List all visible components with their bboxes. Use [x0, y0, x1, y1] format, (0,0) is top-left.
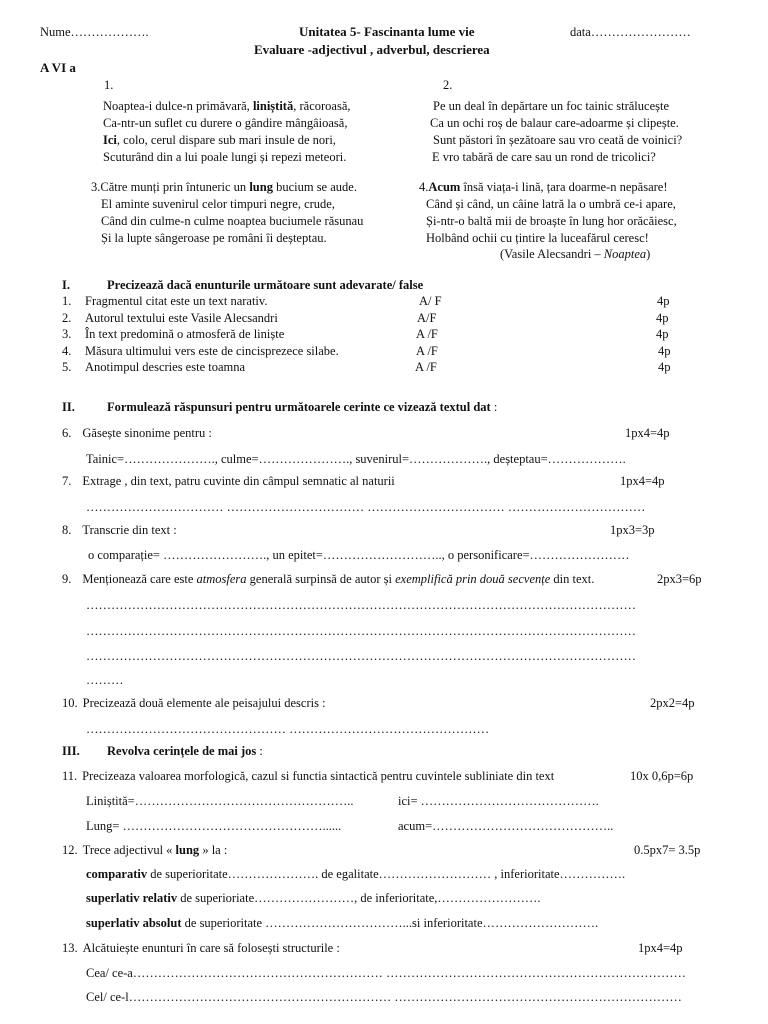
answer-line: ……………………………………………………………………………………………………………………	[86, 624, 636, 638]
poem-line: Când din culme-n culme noaptea buciumele răsunau	[101, 214, 364, 228]
list-item: 2. Autorul textului este Vasile Alecsandri A/F 4p	[62, 311, 669, 325]
section-2-title: Formulează răspunsuri pentru următoarele cerinte ce vizează textul dat :	[107, 400, 498, 414]
question-11: 11. Precizeaza valoarea morfologică, cazul si functia sintactică pentru cuvintele subliniate din text	[62, 769, 555, 783]
question-10-points: 2px2=4p	[650, 696, 695, 710]
answer-line: ici= …………………………………….	[398, 794, 599, 808]
poem-line: Sunt păstori în șezătoare sau vro ceată de voinici?	[433, 133, 683, 147]
answer-line: ……………………………………………………………………………………………………………………	[86, 649, 636, 663]
name-field: Nume……………….	[40, 25, 149, 39]
list-item: 5. Anotimpul descries este toamna A /F 4p	[62, 360, 671, 374]
question-8-answer: o comparație= ……………………., un epitet=……………………….., o personificare=……………………	[88, 548, 630, 562]
poem-line: Noaptea-i dulce-n primăvară, liniștită, răcoroasă,	[103, 99, 351, 113]
poem-line: 3.Către munți prin întuneric un lung bucium se aude.	[91, 180, 357, 194]
list-item: 3. În text predomină o atmosferă de liniște A /F 4p	[62, 327, 669, 341]
poem-line: Și la lupte sângeroase pe români îi deșteptau.	[101, 231, 327, 245]
question-10: 10. Precizează două elemente ale peisajului descris :	[62, 696, 326, 710]
question-6-points: 1px4=4p	[625, 426, 670, 440]
answer-line: Liniștită=……………………………………………..	[86, 794, 354, 808]
question-11-points: 10x 0,6p=6p	[630, 769, 694, 783]
question-12: 12. Trece adjectivul « lung » la :	[62, 843, 228, 857]
question-13-points: 1px4=4p	[638, 941, 683, 955]
question-9-points: 2px3=6p	[657, 572, 702, 586]
question-6: 6. Găsește sinonime pentru :	[62, 426, 212, 440]
question-13: 13. Alcătuiește enunturi în care să folosești structurile :	[62, 941, 340, 955]
class-label: A VI a	[40, 60, 76, 75]
section-3-title: Revolva cerințele de mai jos :	[107, 744, 263, 758]
section-1-title: Precizează dacă enunturile următoare sunt adevarate/ false	[107, 278, 424, 292]
poem-line: Holbând ochii cu țintire la luceafărul ceresc!	[426, 231, 649, 245]
poem-line: Ici, colo, cerul dispare sub mari insule de nori,	[103, 133, 336, 147]
poem-line: Și-ntr-o baltă mii de broaște în lung hor orăcăiesc,	[426, 214, 677, 228]
list-item: 4. Măsura ultimului vers este de cincisprezece silabe. A /F 4p	[62, 344, 671, 358]
answer-line: ……………………………………………………………………………………………………………………	[86, 598, 636, 612]
answer-line: ………	[86, 673, 124, 687]
poem-line: El aminte suvenirul celor timpuri negre, crude,	[101, 197, 335, 211]
poem-line: Când și când, un câine latră la o umbră ce-i apare,	[426, 197, 676, 211]
poem-source: (Vasile Alecsandri – Noaptea)	[500, 247, 651, 261]
list-item: 1. Fragmentul citat este un text narativ. A/ F 4p	[62, 294, 670, 308]
answer-line: comparativ de superioritate…………………. de egalitate……………………… , inferioritate…………….	[86, 867, 626, 881]
date-field: data……………………	[570, 25, 691, 39]
question-6-answer: Tainic=…………………., culme=…………………., suvenirul=………………., deșteptau=……………….	[86, 452, 626, 466]
question-9: 9. Menționează care este atmosfera generală surpinsă de autor și exemplifică prin două secvențe din text.	[62, 572, 595, 586]
stanza-number-1: 1.	[104, 78, 114, 92]
poem-line: Ca-ntr-un suflet cu durere o gândire mângâioasă,	[103, 116, 348, 130]
poem-line: E vro tabără de care sau un rond de tricolici?	[432, 150, 656, 164]
question-7: 7. Extrage , din text, patru cuvinte din câmpul semnatic al naturii	[62, 474, 395, 488]
question-8-points: 1px3=3p	[610, 523, 655, 537]
page-subtitle: Evaluare -adjectivul , adverbul, descrierea	[254, 42, 490, 57]
question-8: 8. Transcrie din text :	[62, 523, 177, 537]
page-title: Unitatea 5- Fascinanta lume vie	[299, 24, 475, 39]
question-12-points: 0.5px7= 3.5p	[634, 843, 701, 857]
poem-line: Ca un ochi roș de balaur care-adoarme și clipește.	[430, 116, 679, 130]
answer-line: superlativ absolut de superioritate ……………………………...si inferioritate……………………….	[86, 916, 599, 930]
stanza-number-2: 2.	[443, 78, 453, 92]
poem-line: Scuturând din a lui poale lungi și repezi meteori.	[103, 150, 347, 164]
question-7-points: 1px4=4p	[620, 474, 665, 488]
answer-line: Lung= …………………………………………......	[86, 819, 342, 833]
answer-line: acum=……………………………………..	[398, 819, 614, 833]
poem-line: 4.Acum însă viața-i lină, țara doarme-n nepăsare!	[419, 180, 668, 194]
section-3-number: III.	[62, 744, 80, 758]
answer-line: superlativ relativ de superioriate……………………, de inferioritate,…………………….	[86, 891, 541, 905]
poem-line: Pe un deal în depărtare un foc tainic strălucește	[433, 99, 670, 113]
section-2-number: II.	[62, 400, 75, 414]
section-1-number: I.	[62, 278, 70, 292]
question-10-answer: ………………………………………… …………………………………………	[86, 722, 490, 736]
answer-line: Cea/ ce-a…………………………………………………… ………………………………………………………………	[86, 966, 686, 980]
answer-line: Cel/ ce-l……………………………………………………… ……………………………………………………………	[86, 990, 682, 1004]
question-7-answer: …………………………… …………………………… …………………………… ……………………………	[86, 500, 646, 514]
